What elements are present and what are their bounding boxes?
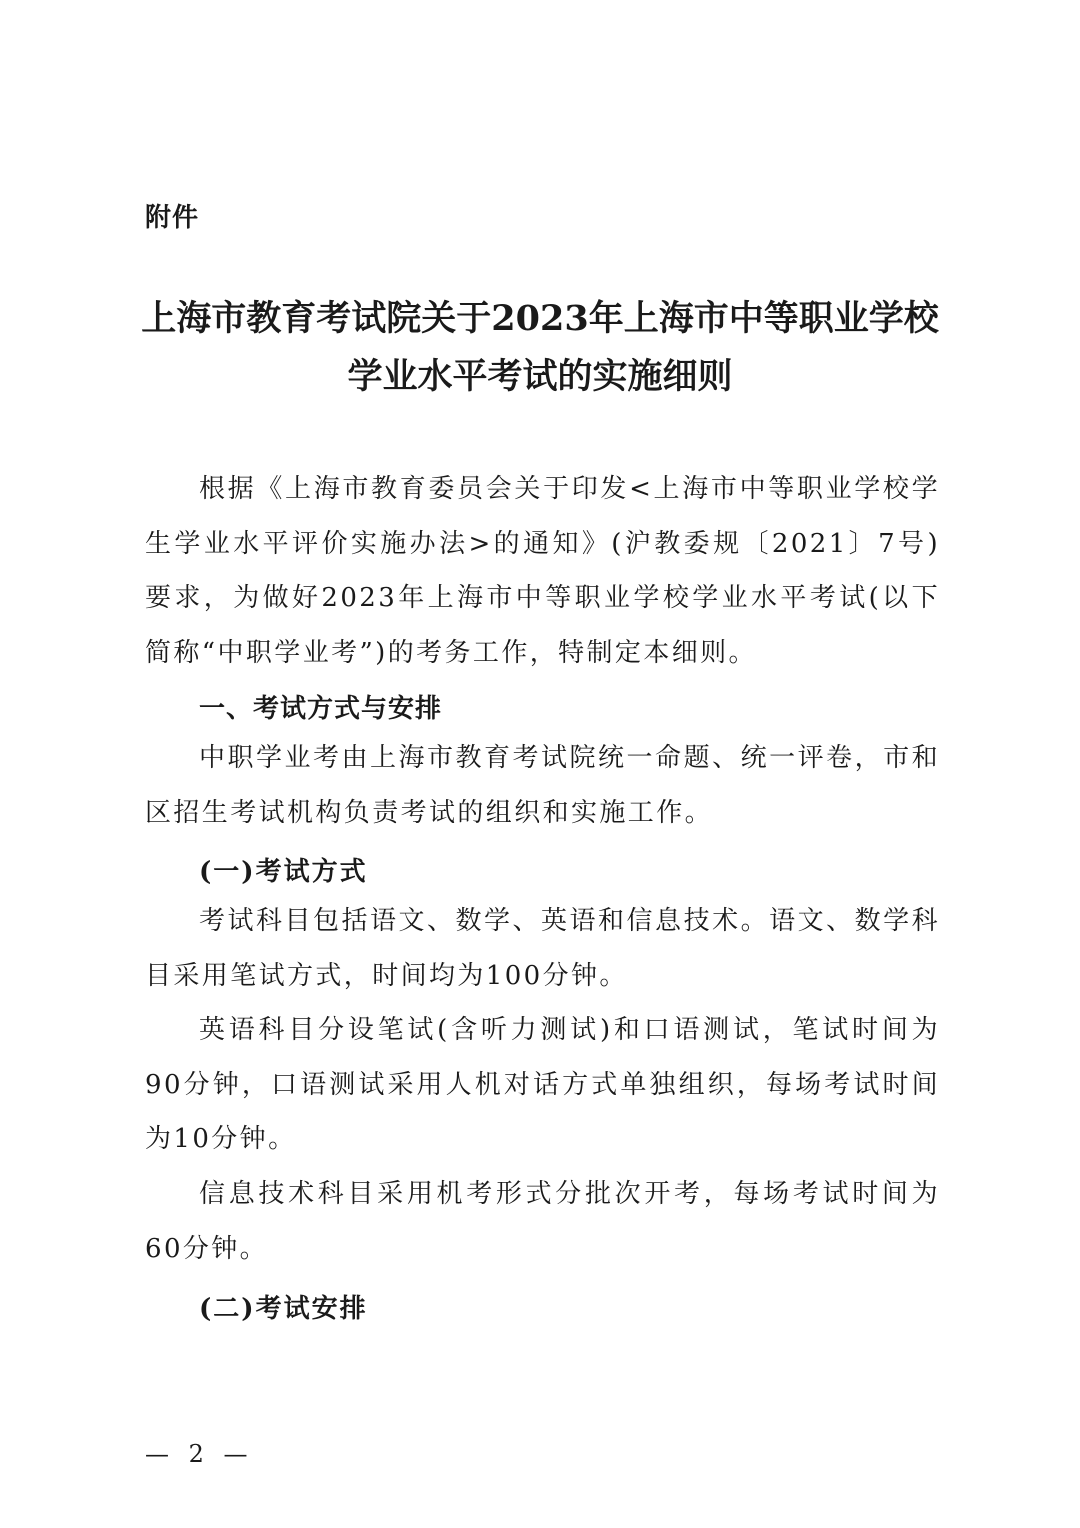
title-line-1: 上海市教育考试院关于2023年上海市中等职业学校 bbox=[141, 298, 939, 339]
document-title bbox=[0, 290, 1080, 406]
subsection-2-heading: (二)考试安排 bbox=[199, 1294, 368, 1324]
section-1-heading: 一、考试方式与安排 bbox=[199, 694, 443, 724]
intro-paragraph: 根据《上海市教育委员会关于印发<上海市中等职业学校学生学业水平评价实施办法>的通知》(沪教委规〔2021〕7号)要求，为做好2023年上海市中等职业学校学业水平考试(以下简称“中职学业考”)的考务工作，特制定本细则。 bbox=[145, 474, 940, 668]
subsection-1-heading: (一)考试方式 bbox=[199, 857, 368, 887]
section-1-paragraph: 中职学业考由上海市教育考试院统一命题、统一评卷，市和区招生考试机构负责考试的组织和实施工作。 bbox=[145, 743, 940, 828]
subsection-1-paragraph-2: 英语科目分设笔试(含听力测试)和口语测试，笔试时间为90分钟，口语测试采用人机对话方式单独组织，每场考试时间为10分钟。 bbox=[145, 1015, 940, 1154]
title-line-2: 学业水平考试的实施细则 bbox=[347, 356, 733, 397]
subsection-1-paragraph-3: 信息技术科目采用机考形式分批次开考，每场考试时间为60分钟。 bbox=[145, 1179, 940, 1264]
subsection-1-paragraph-1: 考试科目包括语文、数学、英语和信息技术。语文、数学科目采用笔试方式，时间均为100分钟。 bbox=[145, 906, 940, 991]
page-number: — 2 — bbox=[145, 1440, 254, 1468]
attachment-label: 附件 bbox=[145, 203, 200, 233]
